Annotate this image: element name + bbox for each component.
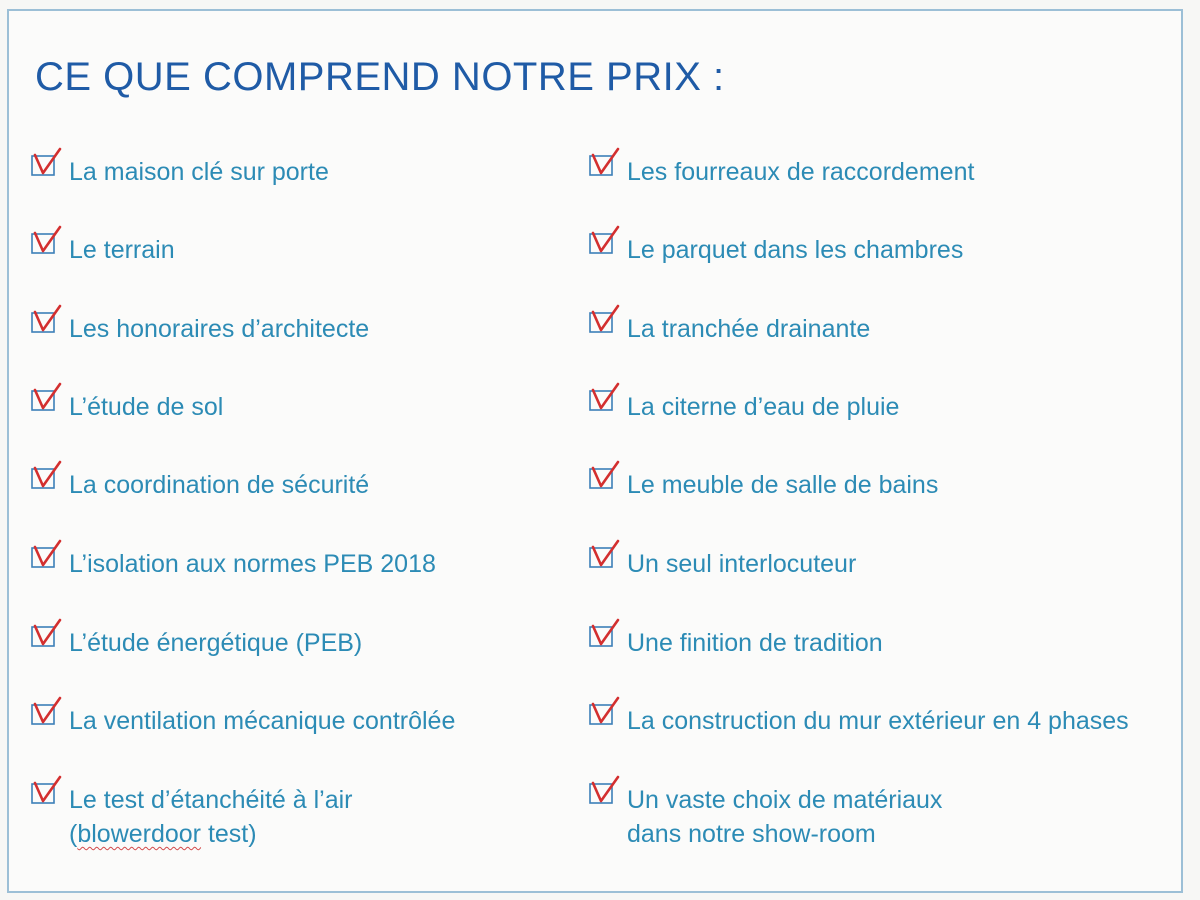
checkbox-check-icon xyxy=(587,696,621,728)
list-item xyxy=(29,771,609,851)
list-item xyxy=(587,378,1167,448)
item-label: Les fourreaux de raccordement xyxy=(627,158,975,186)
item-label-paren: ( xyxy=(69,820,78,848)
item-label: Un seul interlocuteur xyxy=(627,550,857,578)
checkbox-check-icon xyxy=(29,539,63,571)
list-item xyxy=(587,692,1167,762)
list-item xyxy=(29,300,609,370)
checkbox-check-icon xyxy=(29,147,63,179)
list-item xyxy=(587,771,1167,851)
page-title: CE QUE COMPREND NOTRE PRIX : xyxy=(35,55,725,99)
item-label: Un vaste choix de matériaux xyxy=(627,786,943,814)
item-label: La citerne d’eau de pluie xyxy=(627,393,900,421)
checkbox-check-icon xyxy=(29,304,63,336)
item-label: Le terrain xyxy=(69,236,175,264)
list-item xyxy=(29,221,609,291)
checkbox-check-icon xyxy=(587,225,621,257)
item-label: L’isolation aux normes PEB 2018 xyxy=(69,550,436,578)
checkbox-check-icon xyxy=(587,304,621,336)
checkbox-check-icon xyxy=(587,460,621,492)
item-label: L’étude de sol xyxy=(69,393,224,421)
list-item xyxy=(29,378,609,448)
checkbox-check-icon xyxy=(29,696,63,728)
list-item xyxy=(587,535,1167,605)
item-label-line2 xyxy=(69,817,257,851)
item-label-line2: dans notre show-room xyxy=(627,820,876,848)
item-label: L’étude énergétique (PEB) xyxy=(69,629,363,657)
checkbox-check-icon xyxy=(587,382,621,414)
checkbox-check-icon xyxy=(29,460,63,492)
slide-frame xyxy=(7,9,1183,893)
checkbox-check-icon xyxy=(29,775,63,807)
list-item xyxy=(587,614,1167,684)
item-label: Le parquet dans les chambres xyxy=(627,236,964,264)
list-item xyxy=(587,300,1167,370)
item-label: Une finition de tradition xyxy=(627,629,883,657)
list-item xyxy=(29,456,609,526)
list-item xyxy=(29,535,609,605)
checkbox-check-icon xyxy=(29,382,63,414)
checkbox-check-icon xyxy=(587,618,621,650)
item-label: Le meuble de salle de bains xyxy=(627,471,939,499)
item-label: La tranchée drainante xyxy=(627,315,871,343)
item-label: La construction du mur extérieur en 4 phases xyxy=(627,707,1129,735)
checkbox-check-icon xyxy=(29,618,63,650)
checkbox-check-icon xyxy=(587,775,621,807)
item-label: Les honoraires d’architecte xyxy=(69,315,370,343)
list-item xyxy=(29,692,609,762)
item-label: La ventilation mécanique contrôlée xyxy=(69,707,456,735)
item-label: La maison clé sur porte xyxy=(69,158,329,186)
checkbox-check-icon xyxy=(587,147,621,179)
list-item xyxy=(29,143,609,213)
item-label: La coordination de sécurité xyxy=(69,471,370,499)
list-item xyxy=(29,614,609,684)
list-item xyxy=(587,143,1167,213)
item-label-rest: test) xyxy=(201,820,257,848)
checkbox-check-icon xyxy=(29,225,63,257)
item-label: Le test d’étanchéité à l’air xyxy=(69,786,353,814)
spellcheck-word: blowerdoor xyxy=(77,820,202,848)
list-item xyxy=(587,221,1167,291)
checkbox-check-icon xyxy=(587,539,621,571)
list-item xyxy=(587,456,1167,526)
